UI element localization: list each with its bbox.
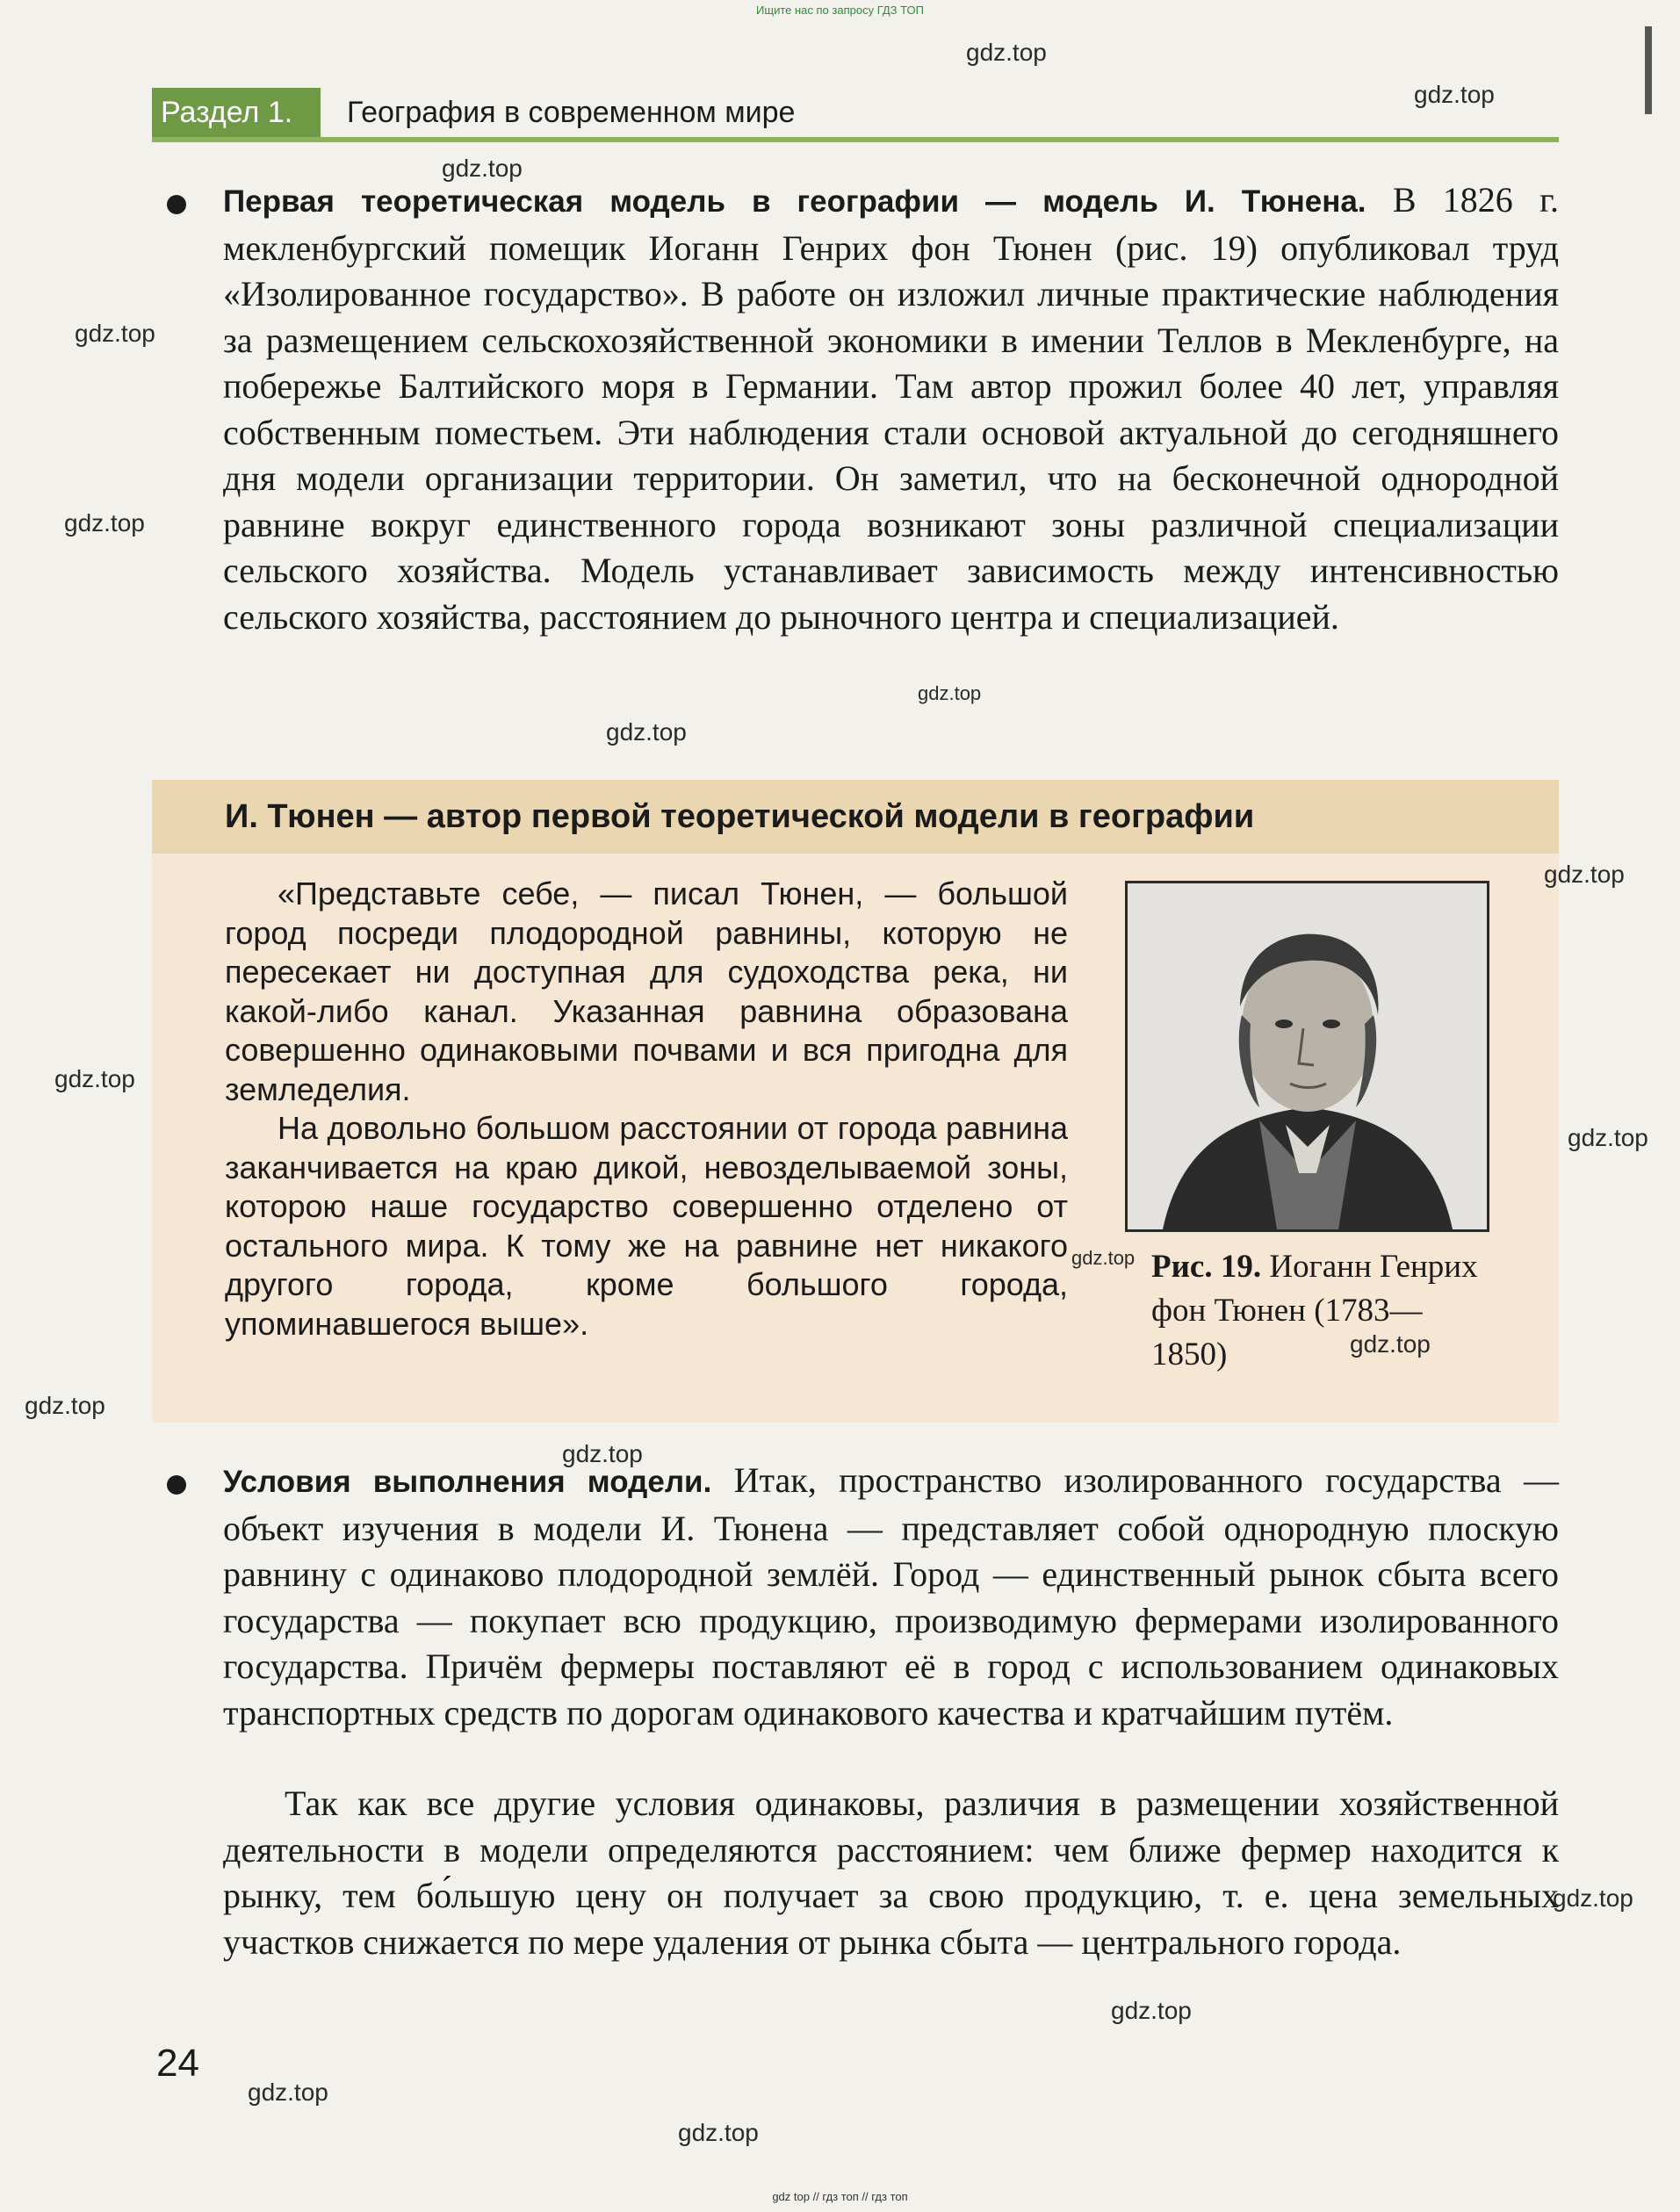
figure-caption-text: Иоганн Генрих фон Тюнен (1783—1850) xyxy=(1151,1249,1478,1373)
paragraph-heading: Условия выполнения модели. xyxy=(223,1465,712,1499)
quote-paragraph: «Представьте себе, — писал Тюнен, — большой город посреди плодородной равнины, которую не пересекает ни доступная для судоходства река, ни какой-либо канал. Указанная равнина образована совершенно одинаковыми почвами и вся пригодна для земледелия. xyxy=(225,875,1068,1107)
quote-paragraph: На довольно большом расстоянии от города равнина заканчивается на краю дикой, невозделываемой зоны, которою наше государство совершенно отделено от остального мира. К тому же на равнине нет никакого другого города, кроме большого города, упоминавшегося выше». xyxy=(225,1110,1068,1342)
paragraph-distance: Так как все другие условия одинаковы, различия в размещении хозяйственной деятельности в модели определяются расстоянием: чем ближе фермер находится к рынку, тем бо́льшую цену он получает за свою продукцию, т. е. цена земельных участков снижается по мере удаления от рынка сбыта — центрального города. xyxy=(223,1783,1559,1962)
watermark: gdz.top xyxy=(54,1065,135,1092)
section-header xyxy=(152,88,1559,142)
paragraph-thunen-model xyxy=(223,177,1559,640)
header-rule xyxy=(152,137,1559,142)
paragraph-heading: Первая теоретическая модель в географии — модель И. Тюнена. xyxy=(223,184,1366,219)
watermark: gdz.top xyxy=(1553,1884,1633,1912)
watermark: gdz.top xyxy=(918,682,982,704)
watermark: gdz.top xyxy=(1111,1997,1192,2024)
watermark: gdz.top xyxy=(248,2079,328,2106)
watermark: gdz.top xyxy=(1414,81,1495,108)
info-box xyxy=(152,780,1559,1423)
portrait-image xyxy=(1128,883,1487,1229)
section-label: Раздел 1. xyxy=(152,88,321,137)
bullet-icon xyxy=(167,1475,186,1495)
page-edge-shadow xyxy=(1645,26,1652,114)
section-title: География в современном мире xyxy=(347,96,796,129)
watermark: gdz.top xyxy=(678,2119,759,2146)
watermark: gdz.top xyxy=(1544,861,1625,888)
bottom-note: gdz top // гдз топ // гдз топ xyxy=(772,2190,908,2203)
paragraph-body: В 1826 г. мекленбургский помещик Иоганн Генрих фон Тюнен (рис. 19) опубликовал труд «Изолированное государство». В работе он изложил личные практические наблюдения за размещением сельскохозяйственной экономики в имении Теллов в Мекленбурге, на побережье Балтийского моря в Германии. Там автор прожил более 40 лет, управляя собственным поместьем. Эти наблюдения стали основой актуальной до сегодняшнего дня модели организации территории. Он заметил, что на бесконечной однородной равнине вокруг единственного города возникают зоны различной специализации сельского хозяйства. Модель устанавливает зависимость между интенсивностью сельского хозяйства, расстоянием до рыночного центра и специализацией. xyxy=(223,180,1559,637)
watermark: gdz.top xyxy=(606,718,687,746)
figure-label: Рис. 19. xyxy=(1151,1249,1262,1285)
watermark: gdz.top xyxy=(75,320,155,347)
watermark: gdz.top xyxy=(64,509,145,537)
thunen-quote xyxy=(225,875,1068,1344)
watermark: gdz.top xyxy=(25,1392,105,1419)
watermark: gdz.top xyxy=(1568,1124,1648,1151)
watermark: gdz.top xyxy=(1350,1330,1431,1358)
watermark: gdz.top xyxy=(442,155,523,182)
top-note: Ищите нас по запросу ГДЗ ТОП xyxy=(756,4,924,17)
thunen-portrait xyxy=(1125,881,1489,1232)
bullet-icon xyxy=(167,195,186,214)
paragraph-model-conditions xyxy=(223,1458,1559,1736)
watermark: gdz.top xyxy=(1071,1247,1136,1269)
paragraph-body: Итак, пространство изолированного государства — объект изучения в модели И. Тюнена — представляет собой однородную плоскую равнину с одинаково плодородной землёй. Город — единственный рынок сбыта всего государства — покупает всю продукцию, производимую фермерами изолированного государства. Причём фермеры поставляют её в город с использованием одинаковых транспортных средств по дорогам одинакового качества и кратчайшим путём. xyxy=(223,1460,1559,1733)
figure-caption xyxy=(1151,1245,1494,1377)
watermark: gdz.top xyxy=(966,39,1047,66)
page-number: 24 xyxy=(156,2042,199,2085)
watermark: gdz.top xyxy=(562,1440,643,1467)
info-box-header xyxy=(152,780,1559,854)
info-box-title: И. Тюнен — автор первой теоретической модели в географии xyxy=(225,798,1255,835)
